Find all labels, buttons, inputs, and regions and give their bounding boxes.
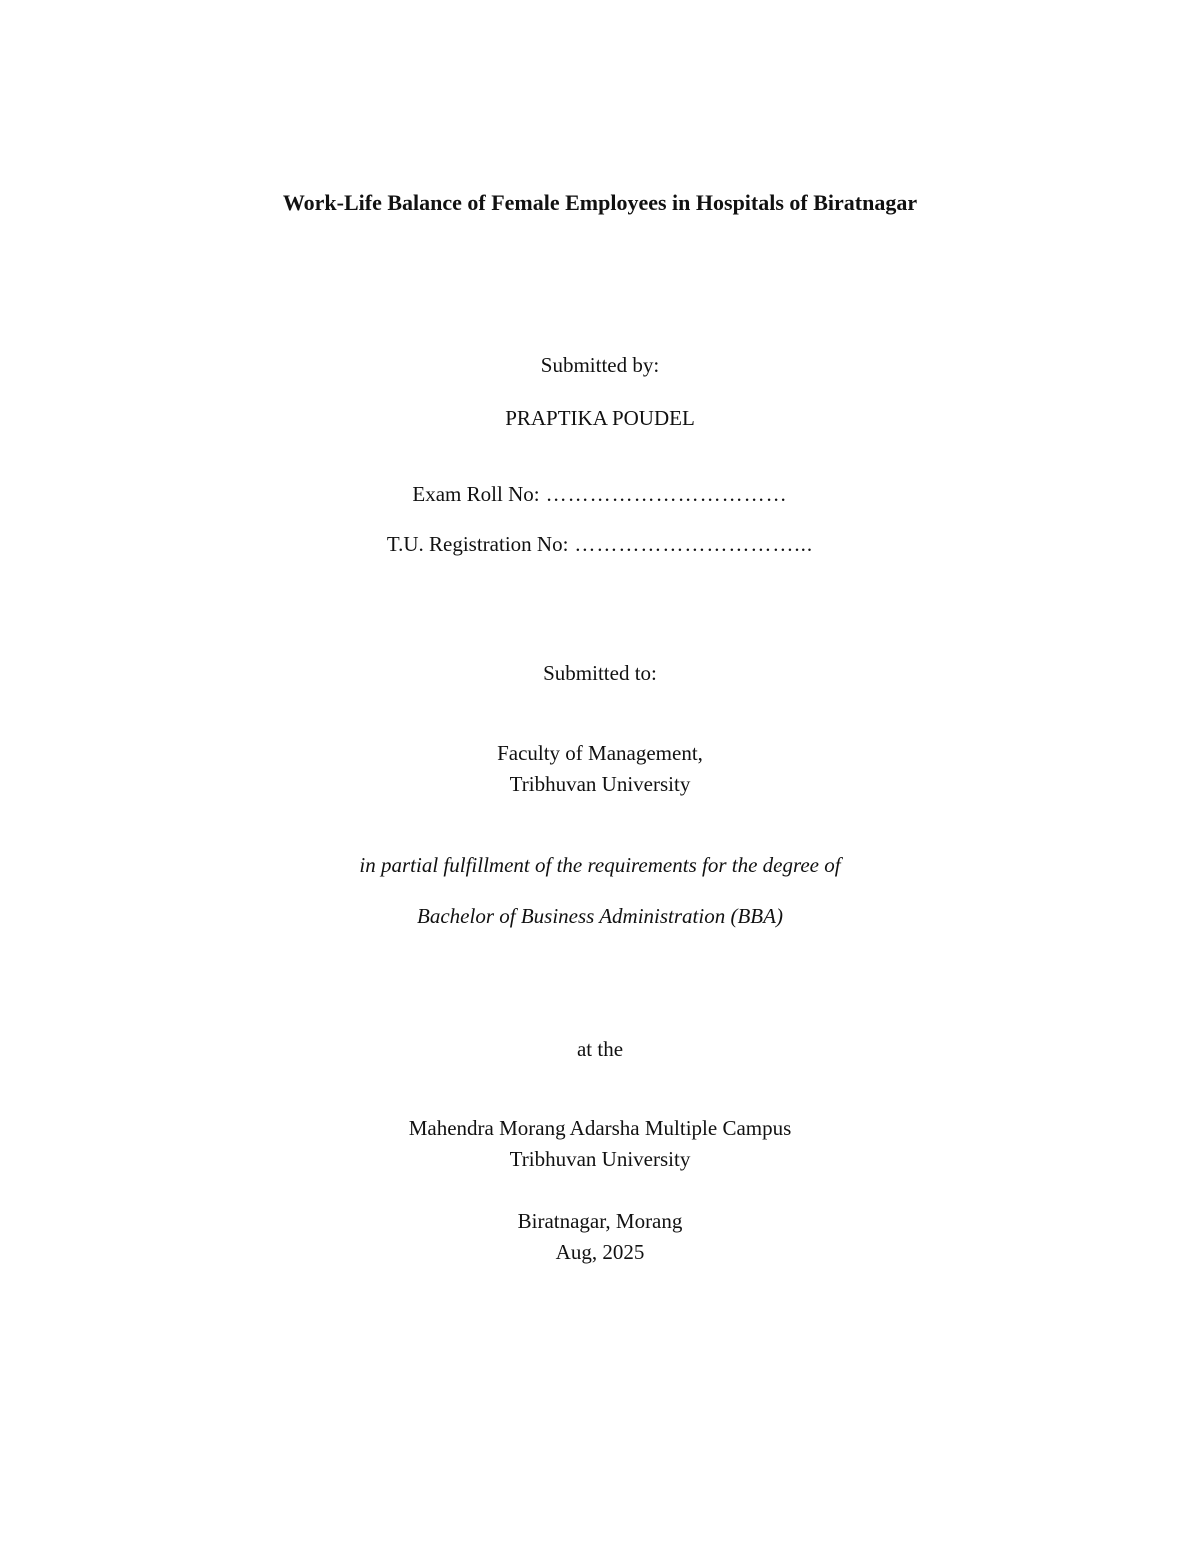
faculty-line-2: Tribhuvan University bbox=[509, 772, 691, 796]
exam-roll-value: …………………………… bbox=[545, 482, 788, 506]
thesis-title: Work-Life Balance of Female Employees in Hospitals of Biratnagar bbox=[282, 190, 918, 215]
registration-label: T.U. Registration No: bbox=[386, 532, 569, 556]
at-the-label: at the bbox=[576, 1037, 624, 1061]
registration-value: …………………………... bbox=[574, 532, 814, 556]
degree-name: Bachelor of Business Administration (BBA) bbox=[417, 904, 783, 928]
campus-line-2: Tribhuvan University bbox=[509, 1147, 691, 1171]
exam-roll-label: Exam Roll No: bbox=[412, 482, 540, 506]
exam-roll-row bbox=[0, 481, 1200, 507]
submitted-by-label: Submitted by: bbox=[540, 353, 660, 377]
submission-date: Aug, 2025 bbox=[555, 1240, 645, 1264]
campus-line-1: Mahendra Morang Adarsha Multiple Campus bbox=[408, 1116, 792, 1140]
purpose-line-1: in partial fulfillment of the requirements for the degree of bbox=[359, 853, 841, 877]
submitted-to-label: Submitted to: bbox=[543, 661, 657, 685]
student-name: PRAPTIKA POUDEL bbox=[505, 406, 695, 430]
registration-row bbox=[0, 531, 1200, 557]
place: Biratnagar, Morang bbox=[517, 1209, 683, 1233]
faculty-line-1: Faculty of Management, bbox=[497, 741, 703, 765]
